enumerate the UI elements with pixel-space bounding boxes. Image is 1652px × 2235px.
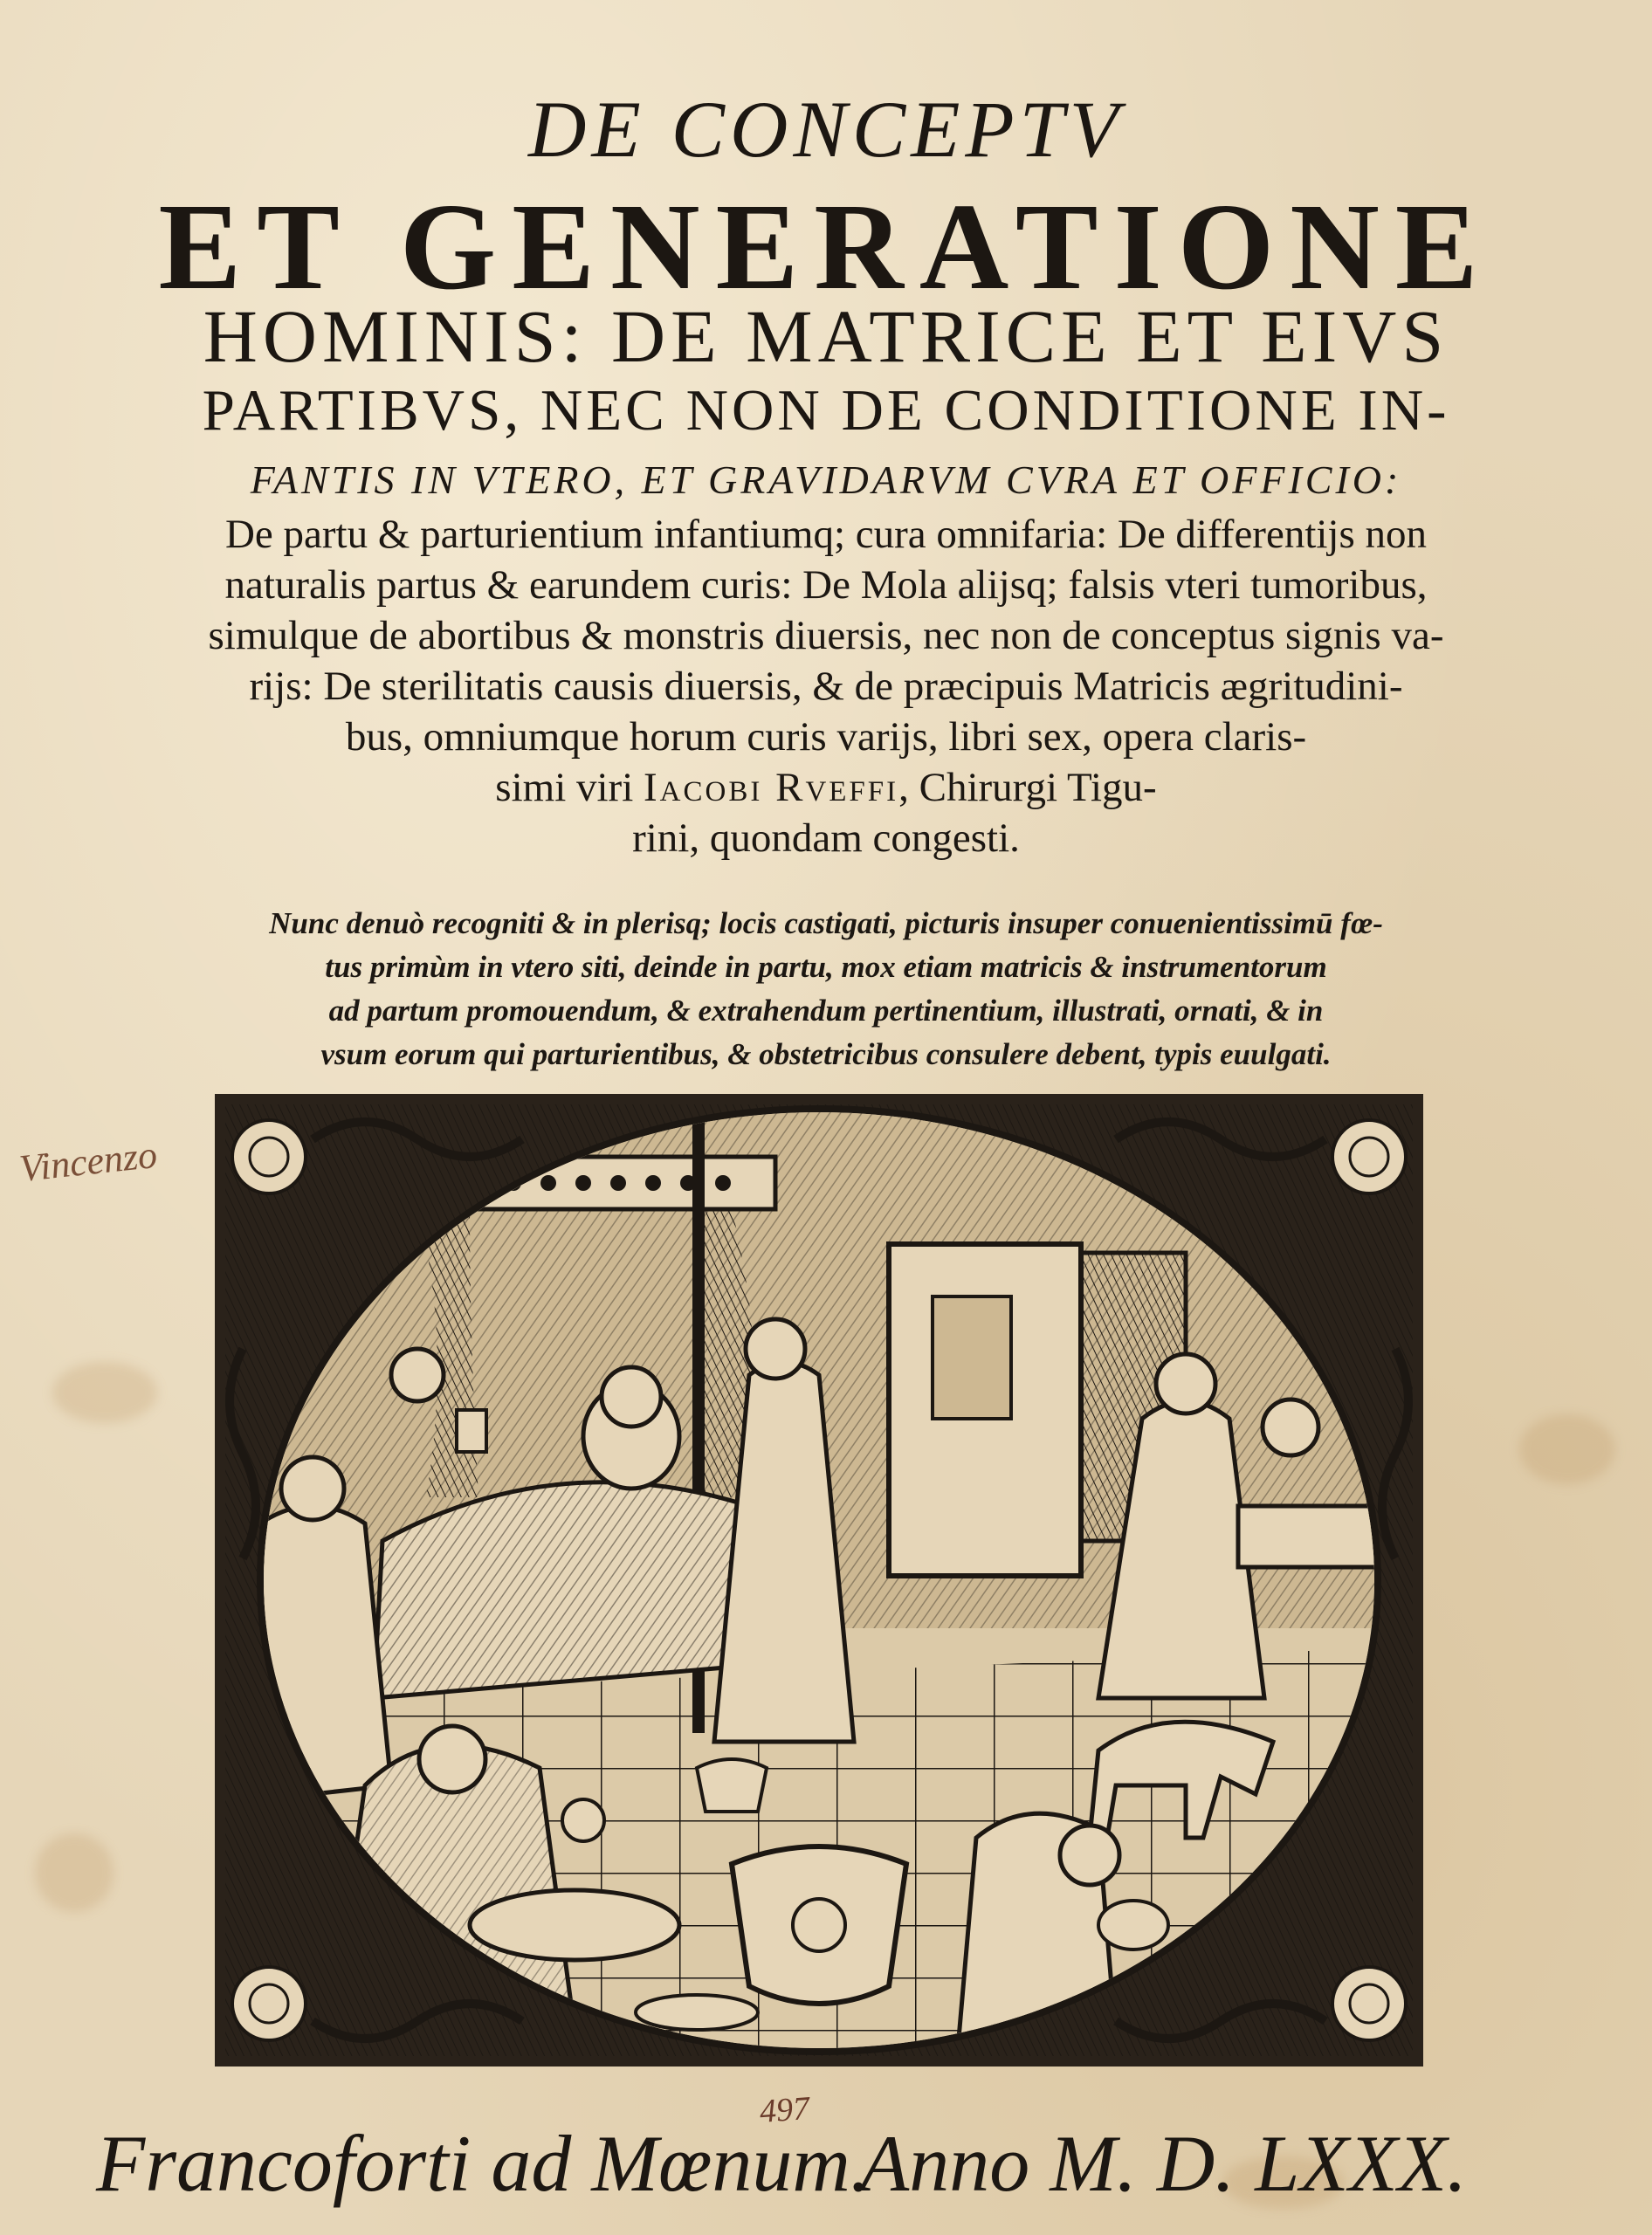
italic-line-4: vsum eorum qui parturientibus, & obstetricibus consulere debent, typis euulgati. [320, 1037, 1332, 1071]
author-name: Iacobi Rveffi [644, 765, 899, 810]
italic-line-1: Nunc denuò recogniti & in plerisq; locis castigati, picturis insuper conuenientissimū fœ- [269, 906, 1383, 940]
birth-scene-woodcut [208, 1087, 1430, 2073]
italic-line-3: ad partum promouendum, & extrahendum pertinentium, illustrati, ornati, & in [328, 994, 1324, 1028]
title-line-1: DE CONCEPTV [528, 85, 1124, 174]
body-line-5: bus, omniumque horum curis varijs, libri sex, opera claris- [345, 714, 1307, 760]
body-line-3: simulque de abortibus & monstris diuersis, nec non de conceptus signis va- [208, 613, 1444, 658]
title-line-2: ET GENERATIONE [158, 177, 1494, 315]
body-line-6 [0, 764, 1652, 811]
body-line-6b: , Chirurgi Tigu- [898, 765, 1157, 810]
body-line-2: naturalis partus & earundem curis: De Mola alijsq; falsis vteri tumoribus, [224, 562, 1428, 608]
title-line-4: PARTIBVS, NEC NON DE CONDITIONE IN- [202, 378, 1450, 443]
pencil-mark: 497 [758, 2090, 811, 2130]
imprint-place: Francoforti ad Mœnum. [96, 2119, 871, 2208]
body-line-6a: simi viri [495, 765, 634, 810]
imprint-year: Anno M. D. LXXX. [860, 2119, 1468, 2208]
body-line-1: De partu & parturientium infantiumq; cura omnifaria: De differentijs non [224, 512, 1428, 557]
italic-line-2: tus primùm in vtero siti, deinde in partu, mox etiam matricis & instrumentorum [325, 950, 1327, 984]
margin-annotation: Vincenzo [17, 1132, 160, 1191]
title-line-3: HOMINIS: DE MATRICE ET EIVS [203, 294, 1449, 378]
title-line-5: FANTIS IN VTERO, ET GRAVIDARVM CVRA ET OFFICIO: [250, 457, 1402, 502]
body-line-7: rini, quondam congesti. [632, 815, 1020, 861]
body-line-4: rijs: De sterilitatis causis diuersis, & de præcipuis Matricis ægritudini- [249, 664, 1403, 709]
